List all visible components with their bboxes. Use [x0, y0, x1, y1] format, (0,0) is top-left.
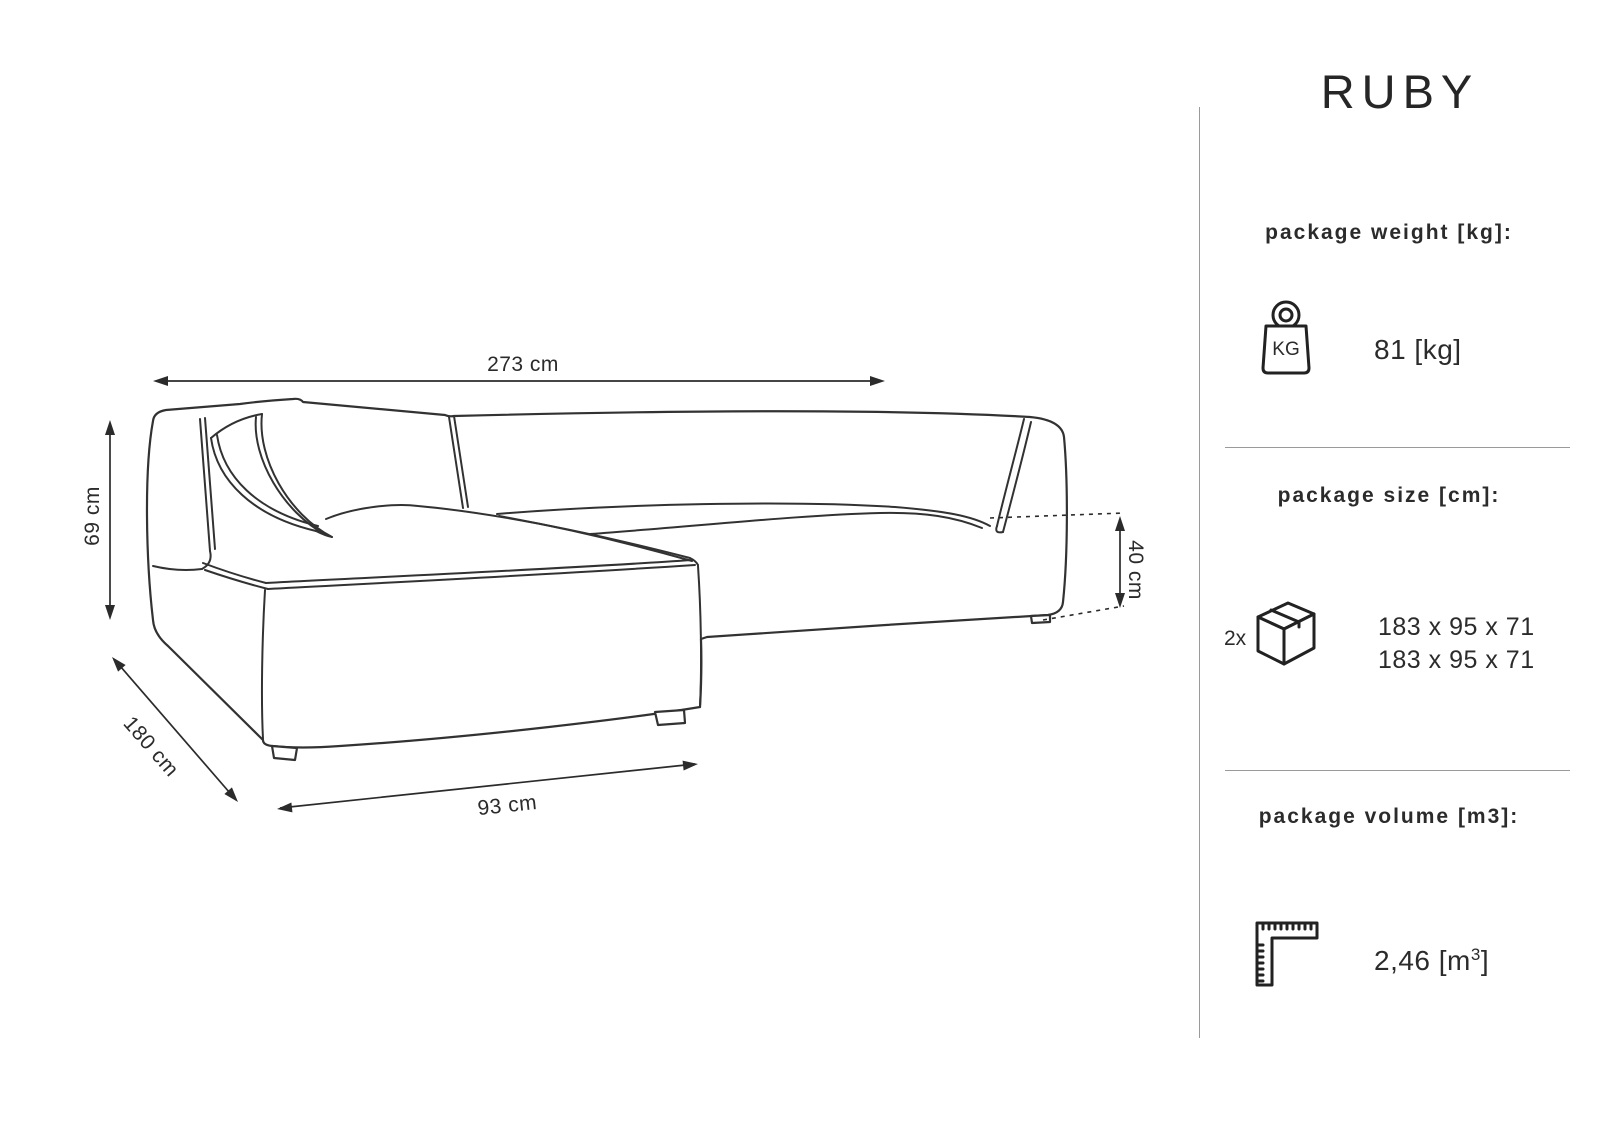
- dim-label-93: 93 cm: [476, 790, 539, 821]
- package-box-icon: [1250, 596, 1322, 670]
- volume-section-heading: package volume [m3]:: [1258, 805, 1520, 828]
- volume-value-sup: 3: [1470, 945, 1481, 964]
- dim-label-180: 180 cm: [118, 712, 184, 782]
- weight-value: 81 [kg]: [1374, 334, 1462, 365]
- section-divider: [1225, 447, 1570, 448]
- size-section-heading: package size [cm]:: [1277, 484, 1501, 507]
- package-size-line-1: 183 x 95 x 71: [1378, 613, 1535, 641]
- package-count: 2x: [1224, 627, 1247, 650]
- volume-value-close: ]: [1480, 945, 1490, 976]
- dimension-height: [81, 420, 115, 620]
- package-size-line-2: 183 x 95 x 71: [1378, 646, 1535, 674]
- vertical-divider: [1199, 107, 1200, 1038]
- dimension-seat-height: [1115, 516, 1147, 608]
- weight-section-heading: package weight [kg]:: [1265, 221, 1513, 244]
- product-title: RUBY: [1320, 65, 1480, 118]
- dimension-chaise-front: [276, 759, 698, 820]
- kg-weight-icon: [1260, 296, 1312, 378]
- dimension-overall-width: [153, 353, 885, 386]
- dim-label-273: 273 cm: [487, 353, 559, 376]
- section-divider: [1225, 770, 1570, 771]
- kg-icon-label: KG: [1272, 339, 1300, 360]
- dim-label-69: 69 cm: [81, 486, 104, 546]
- volume-value-main: 2,46 [m: [1374, 945, 1471, 976]
- sofa-line-drawing: [147, 399, 1067, 760]
- volume-value: [1374, 945, 1489, 977]
- ruler-icon: [1254, 919, 1320, 987]
- package-size-values: [1378, 611, 1535, 677]
- dim-label-40: 40 cm: [1124, 540, 1147, 600]
- sofa-foot: [655, 710, 685, 725]
- sofa-foot: [1031, 615, 1050, 623]
- sofa-foot: [272, 746, 297, 760]
